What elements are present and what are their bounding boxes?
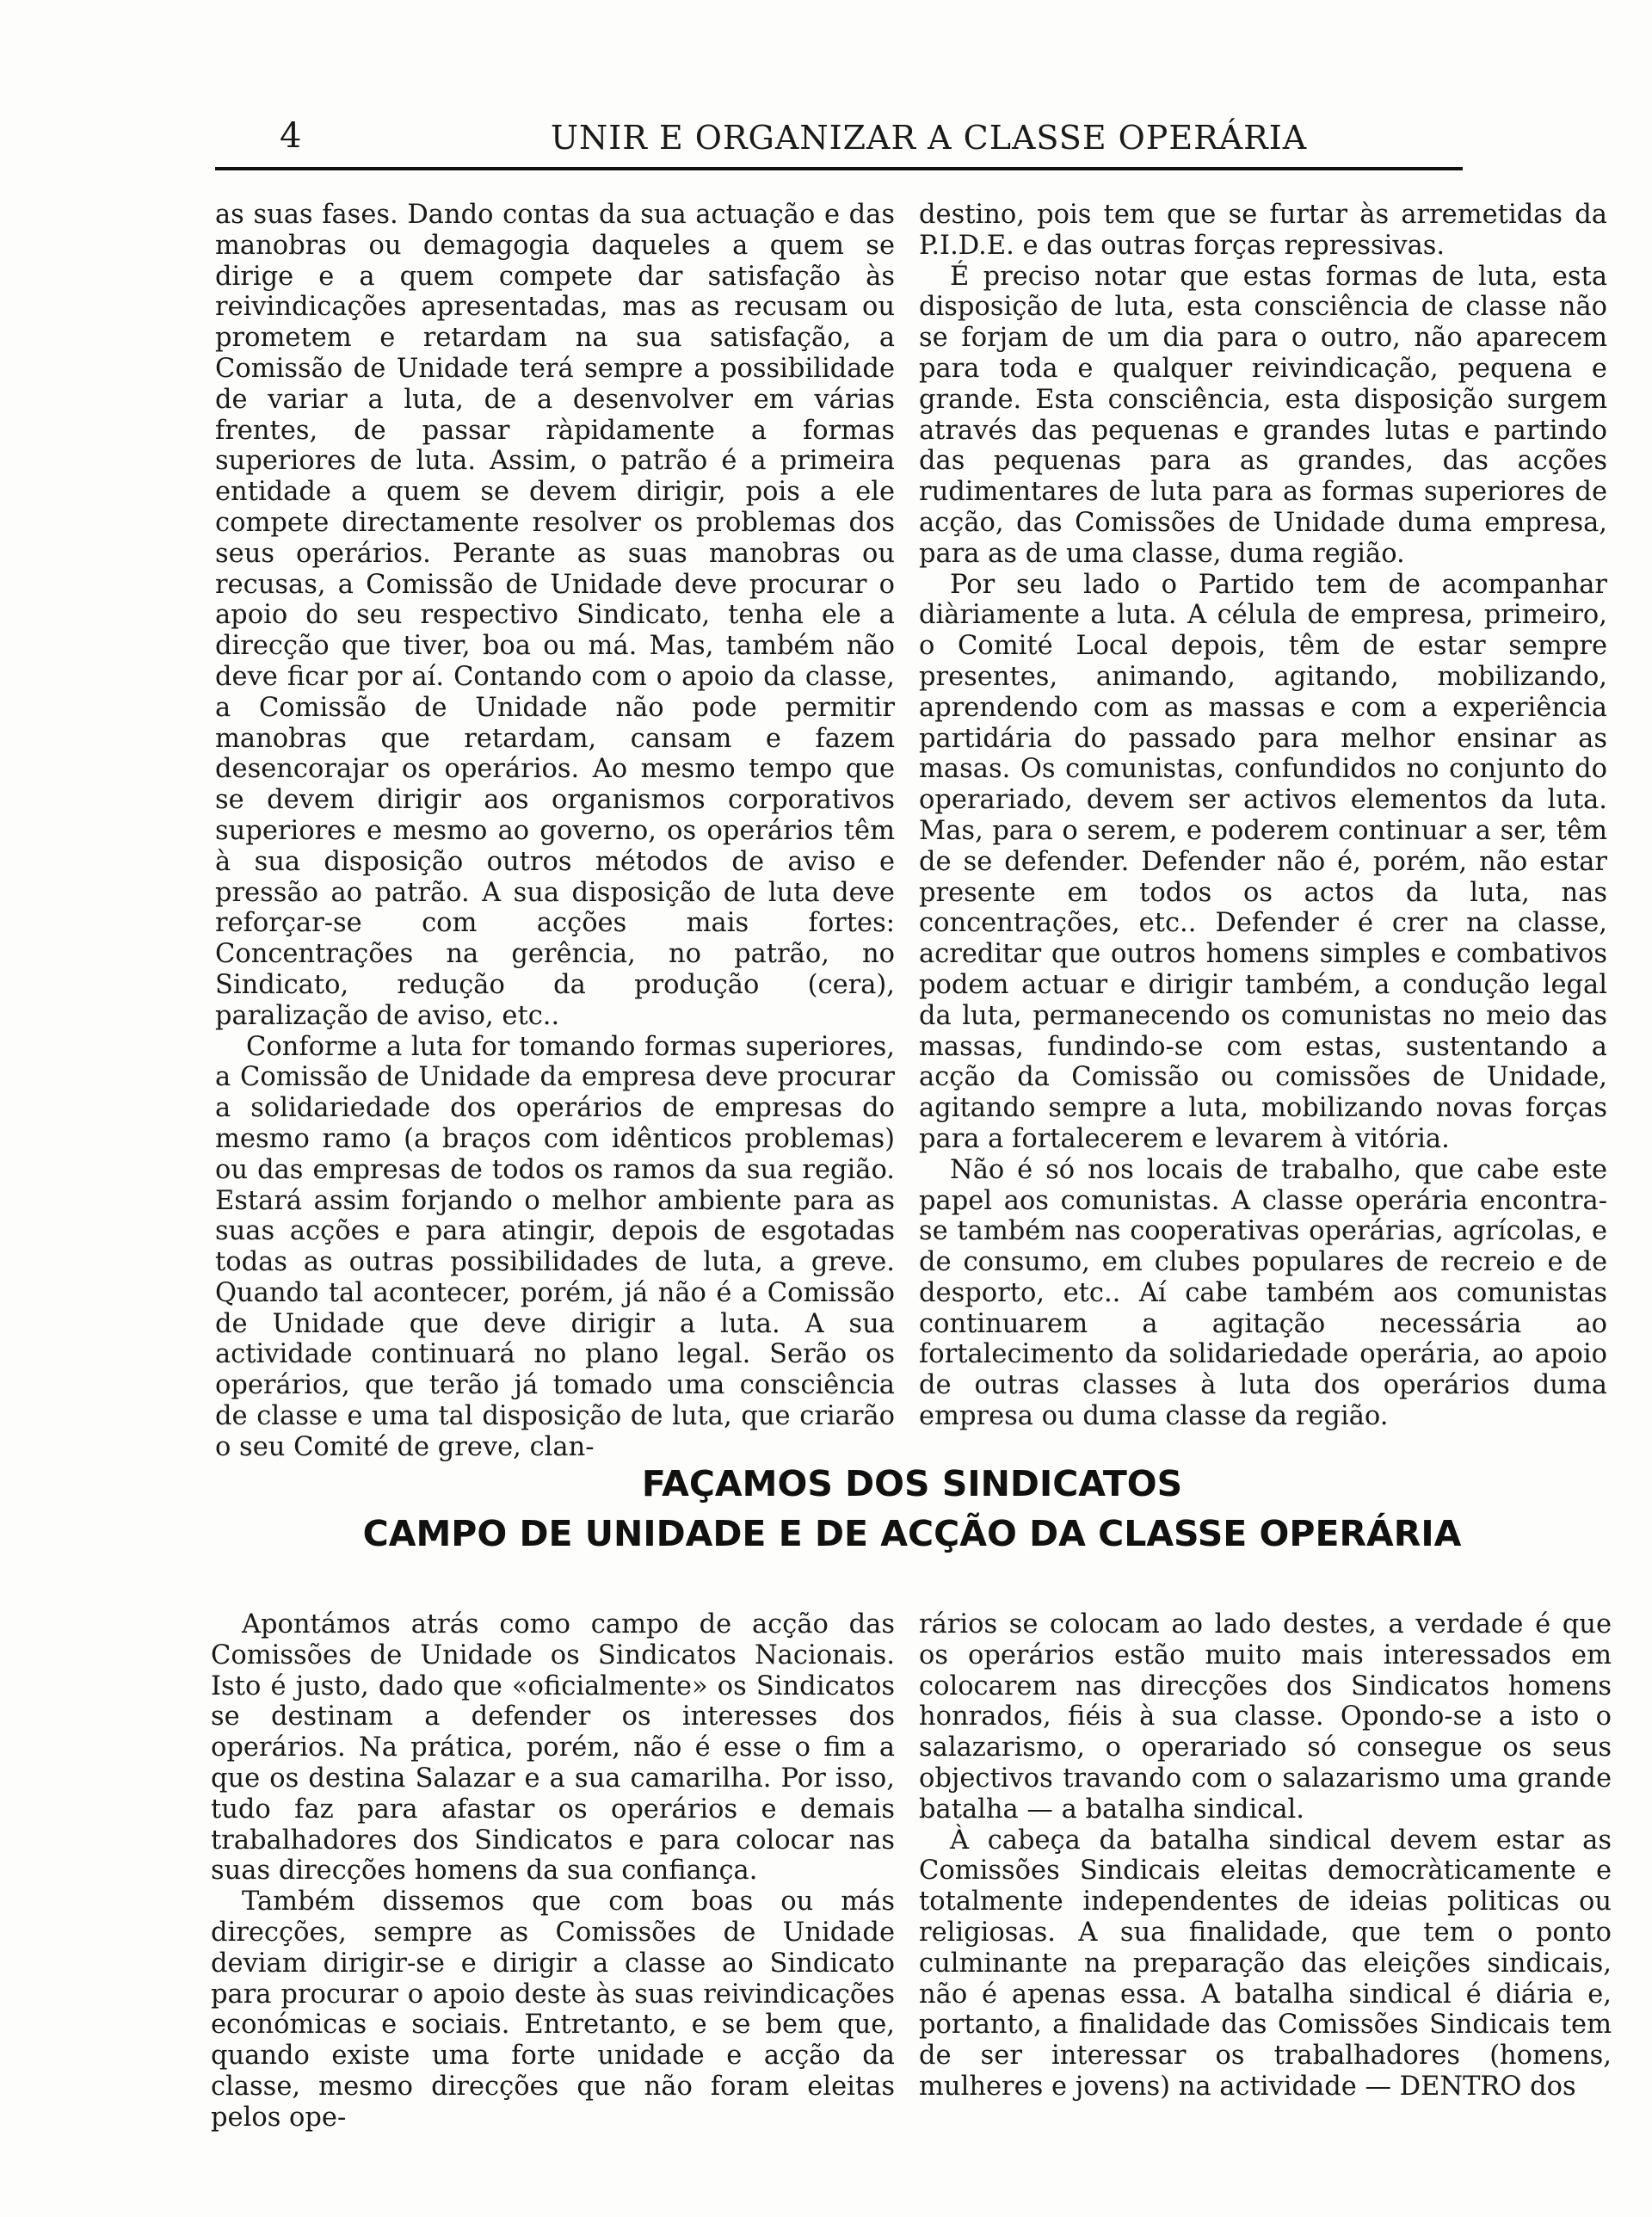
running-title: UNIR E ORGANIZAR A CLASSE OPERÁRIA [551,119,1308,157]
header-rule [215,167,1463,170]
section-heading-line-1: FAÇAMOS DOS SINDICATOS [641,1463,1183,1504]
paragraph: Apontámos atrás como campo de acção das Comissões de Unidade os Sindicatos Nacionais. Isto é justo, dado que «oficialmente» os Sindicatos se destinam a defender os interesses dos operários. Na prática, porém, não é esse o fim a que os destina Salazar e a sua camarilha. Por isso, tudo faz para afastar os operários e demais trabalhadores dos Sindicatos e para colocar nas suas direcções homens da sua confiança. [211,1609,895,1887]
paragraph: as suas fases. Dando contas da sua actuação e das manobras ou demagogia daqueles a quem se dirige e a quem compete dar satisfação às reivindicações apresentadas, mas as recusam ou prometem e retardam na sua satisfação, a Comissão de Unidade terá sempre a possibilidade de variar a luta, de a desenvolver em várias frentes, de passar ràpidamente a formas superiores de luta. Assim, o patrão é a primeira entidade a quem se devem dirigir, pois a ele compete directamente resolver os problemas dos seus operários. Perante as suas manobras ou recusas, a Comissão de Unidade deve procurar o apoio do seu respectivo Sindicato, tenha ele a direcção que tiver, boa ou má. Mas, também não deve ficar por aí. Contando com o apoio da classe, a Comissão de Unidade não pode permitir manobras que retardam, cansam e fazem desencorajar os operários. Ao mesmo tempo que se devem dirigir aos organismos corporativos superiores e mesmo ao governo, os operários têm à sua disposição outros métodos de aviso e pressão ao patrão. A sua disposição de luta deve reforçar-se com acções mais fortes: Concentrações na gerência, no patrão, no Sindicato, redução da produção (cera), paralização de aviso, etc.. [215,200,895,1031]
paragraph: Também dissemos que com boas ou más direcções, sempre as Comissões de Unidade deviam dirigir-se e dirigir a classe ao Sindicato para procurar o apoio deste às suas reivindicações económicas e sociais. Entretanto, e se bem que, quando existe uma forte unidade e acção da classe, mesmo direcções que não foram eleitas pelos ope- [211,1887,895,2133]
top-right-column [919,200,1607,1432]
paragraph: rários se colocam ao lado destes, a verdade é que os operários estão muito mais interessados em colocarem nas direcções dos Sindicatos homens honrados, fiéis à sua classe. Opondo-se a isto o salazarismo, o operariado só consegue os seus objectivos travando com o salazarismo uma grande batalha — a batalha sindical. [919,1609,1612,1825]
bottom-right-column [919,1609,1612,2103]
paragraph: Não é só nos locais de trabalho, que cabe este papel aos comunistas. A classe operária encontra-se também nas cooperativas operárias, agrícolas, e de consumo, em clubes populares de recreio e de desporto, etc.. Aí cabe também aos comunistas continuarem a agitação necessária ao fortalecimento da solidariedade operária, ao apoio de outras classes à luta dos operários duma empresa ou duma classe da região. [919,1154,1607,1432]
section-heading-line-2: CAMPO DE UNIDADE E DE ACÇÃO DA CLASSE OPERÁRIA [362,1513,1462,1554]
page-number: 4 [280,116,302,156]
paragraph: destino, pois tem que se furtar às arremetidas da P.I.D.E. e das outras forças repressivas. [919,200,1607,261]
section-heading [215,1459,1609,1559]
page-header [215,110,1463,162]
paragraph: É preciso notar que estas formas de luta, esta disposição de luta, esta consciência de classe não se forjam de um dia para o outro, não aparecem para toda e qualquer reivindicação, pequena e grande. Esta consciência, esta disposição surgem através das pequenas e grandes lutas e partindo das pequenas para as grandes, das acções rudimentares de luta para as formas superiores de acção, das Comissões de Unidade duma empresa, para as de uma classe, duma região. [919,261,1607,569]
paragraph: À cabeça da batalha sindical devem estar as Comissões Sindicais eleitas democràticamente e totalmente independentes de ideias politicas ou religiosas. A sua finalidade, que tem o ponto culminante na preparação das eleições sindicais, não é apenas essa. A batalha sindical é diária e, portanto, a finalidade das Comissões Sindicais tem de ser interessar os trabalhadores (homens, mulheres e jovens) na actividade — DENTRO dos [919,1825,1612,2102]
paragraph: Por seu lado o Partido tem de acompanhar diàriamente a luta. A célula de empresa, primeiro, o Comité Local depois, têm de estar sempre presentes, animando, agitando, mobilizando, aprendendo com as massas e com a experiência partidária do passado para melhor ensinar as masas. Os comunistas, confundidos no conjunto do operariado, devem ser activos elementos da luta. Mas, para o serem, e poderem continuar a ser, têm de se defender. Defender não é, porém, não estar presente em todos os actos da luta, nas concentrações, etc.. Defender é crer na classe, acreditar que outros homens simples e combativos podem actuar e dirigir também, a condução legal da luta, permanecendo os comunistas no meio das massas, fundindo-se com estas, sustentando a acção da Comissão ou comissões de Unidade, agitando sempre a luta, mobilizando novas forças para a fortalecerem e levarem à vitória. [919,569,1607,1154]
bottom-left-column [211,1609,895,2134]
paragraph: Conforme a luta for tomando formas superiores, a Comissão de Unidade da empresa deve procurar a solidariedade dos operários de empresas do mesmo ramo (a braços com idênticos problemas) ou das empresas de todos os ramos da sua região. Estará assim forjando o melhor ambiente para as suas acções e para atingir, depois de esgotadas todas as outras possibilidades de luta, a greve. Quando tal acontecer, porém, já não é a Comissão de Unidade que deve dirigir a luta. A sua actividade continuará no plano legal. Serão os operários, que terão já tomado uma consciência de classe e uma tal disposição de luta, que criarão o seu Comité de greve, clan- [215,1031,895,1462]
top-left-column [215,200,895,1463]
